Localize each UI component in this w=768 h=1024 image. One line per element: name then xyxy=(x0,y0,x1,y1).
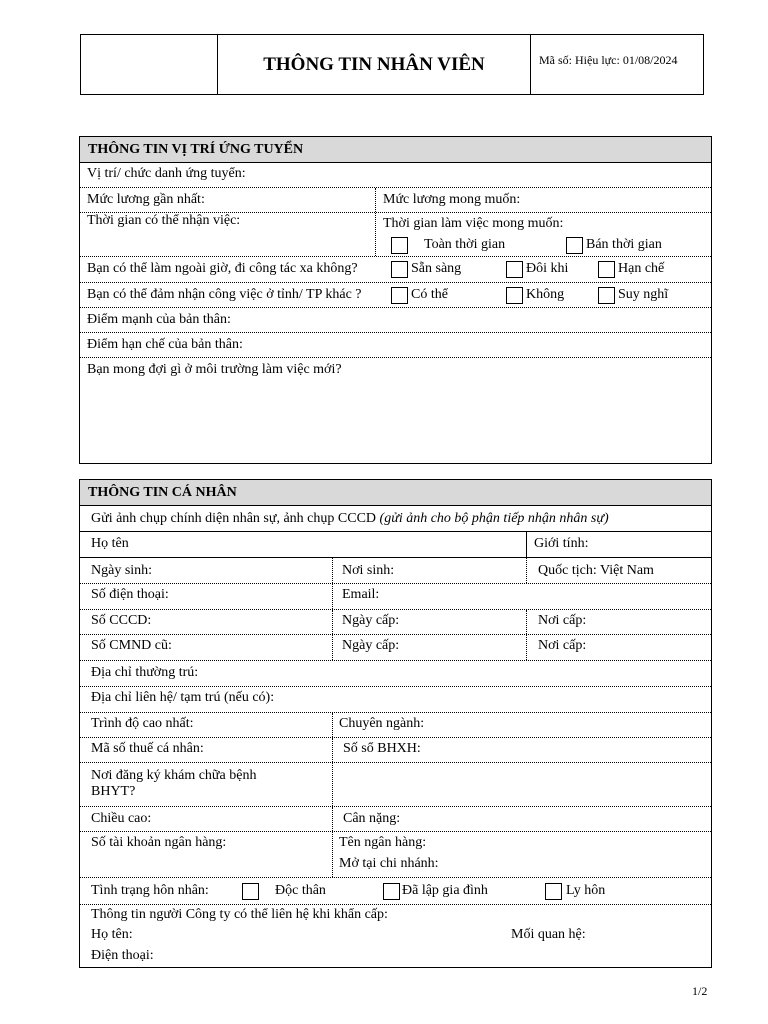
email-cell[interactable] xyxy=(332,584,711,609)
expected-salary-label: Mức lương mong muốn: xyxy=(383,192,521,207)
dob-label: Ngày sinh: xyxy=(91,563,153,578)
relocate-no-label: Không xyxy=(526,287,565,302)
expected-salary-cell[interactable] xyxy=(375,188,711,212)
gender-label: Giới tính: xyxy=(534,536,589,551)
marital-row xyxy=(80,878,711,905)
old-id-row xyxy=(80,635,711,661)
major-cell[interactable] xyxy=(332,713,711,737)
height-label: Chiều cao: xyxy=(91,811,152,826)
overtime-sometimes-label: Đôi khi xyxy=(526,261,569,276)
emergency-name-label[interactable]: Họ tên: xyxy=(91,927,133,942)
full-time-checkbox[interactable] xyxy=(391,237,408,254)
work-time-row xyxy=(80,213,711,257)
logo-cell xyxy=(81,35,218,95)
part-time-checkbox[interactable] xyxy=(566,237,583,254)
bank-name-label: Tên ngân hàng: xyxy=(339,835,427,850)
strengths-row[interactable] xyxy=(80,308,711,333)
emergency-title: Thông tin người Công ty có thể liên hệ khi khẩn cấp: xyxy=(91,907,388,922)
photo-note-row xyxy=(80,506,711,532)
birth-row xyxy=(80,558,711,584)
salary-row xyxy=(80,188,711,213)
overtime-row xyxy=(80,257,711,283)
personal-section xyxy=(79,479,712,968)
position-label: Vị trí/ chức danh ứng tuyển: xyxy=(87,166,246,181)
social-insurance-cell[interactable] xyxy=(332,738,711,762)
document-code-effective: Mã số: Hiệu lực: 01/08/2024 xyxy=(531,35,704,95)
overtime-sometimes-checkbox[interactable] xyxy=(506,261,523,278)
personal-section-title: THÔNG TIN CÁ NHÂN xyxy=(80,480,711,506)
cccd-issue-place-cell[interactable] xyxy=(526,610,711,634)
contact-row xyxy=(80,584,711,610)
married-checkbox[interactable] xyxy=(383,883,400,900)
old-id-issue-place-cell[interactable] xyxy=(526,635,711,660)
position-section xyxy=(79,136,712,464)
education-label: Trình độ cao nhất: xyxy=(91,716,194,731)
health-insurance-label-line1: Nơi đăng ký khám chữa bệnh xyxy=(91,768,257,783)
relocate-question: Bạn có thể đảm nhận công việc ở tỉnh/ TP khác ? xyxy=(87,287,362,302)
overtime-ready-label: Sẵn sàng xyxy=(411,261,462,276)
tax-row xyxy=(80,738,711,763)
relocate-row xyxy=(80,283,711,308)
relocate-think-checkbox[interactable] xyxy=(598,287,615,304)
full-name-row xyxy=(80,532,711,558)
tax-code-label: Mã số thuế cá nhân: xyxy=(91,741,204,756)
single-label: Độc thân xyxy=(275,883,326,898)
health-insurance-row xyxy=(80,763,711,807)
work-time-label: Thời gian làm việc mong muốn: xyxy=(383,216,564,231)
weaknesses-row[interactable] xyxy=(80,333,711,358)
emergency-row xyxy=(80,905,711,967)
page-number: 1/2 xyxy=(692,984,708,998)
bank-info-cell[interactable] xyxy=(332,832,711,877)
married-label: Đã lập gia đình xyxy=(402,883,488,898)
major-label: Chuyên ngành: xyxy=(339,716,425,731)
overtime-limited-checkbox[interactable] xyxy=(598,261,615,278)
weight-cell[interactable] xyxy=(332,807,711,831)
emergency-phone-label[interactable]: Điện thoại: xyxy=(91,948,154,963)
photo-note: Gửi ảnh chụp chính diện nhân sự, ảnh chụp CCCD (gửi ảnh cho bộ phận tiếp nhận nhân sự) xyxy=(91,511,609,526)
document-header xyxy=(80,34,704,95)
health-insurance-label-line2: BHYT? xyxy=(91,784,136,799)
position-section-title: THÔNG TIN VỊ TRÍ ỨNG TUYỂN xyxy=(80,137,711,163)
divorced-checkbox[interactable] xyxy=(545,883,562,900)
cccd-issue-date-label: Ngày cấp: xyxy=(342,613,400,628)
overtime-ready-checkbox[interactable] xyxy=(391,261,408,278)
nationality-label: Quốc tịch: Việt Nam xyxy=(538,563,654,578)
social-insurance-label: Số sổ BHXH: xyxy=(343,741,421,756)
relocate-no-checkbox[interactable] xyxy=(506,287,523,304)
weaknesses-label: Điểm hạn chế của bản thân: xyxy=(87,337,243,352)
contact-address-label: Địa chỉ liên hệ/ tạm trú (nếu có): xyxy=(91,690,275,705)
permanent-address-row[interactable] xyxy=(80,661,711,687)
emergency-relation-label[interactable]: Mối quan hệ: xyxy=(511,927,586,942)
marital-label: Tình trạng hôn nhân: xyxy=(91,883,209,898)
relocate-yes-label: Có thể xyxy=(411,287,448,302)
bank-branch-label: Mở tại chi nhánh: xyxy=(339,856,439,871)
full-time-label: Toàn thời gian xyxy=(424,237,506,252)
old-id-issue-place-label: Nơi cấp: xyxy=(538,638,587,653)
document-title: THÔNG TIN NHÂN VIÊN xyxy=(218,35,531,95)
gender-cell[interactable] xyxy=(526,532,711,557)
old-id-issue-date-label: Ngày cấp: xyxy=(342,638,400,653)
phone-label: Số điện thoại: xyxy=(91,587,169,602)
cccd-issue-place-label: Nơi cấp: xyxy=(538,613,587,628)
overtime-limited-label: Hạn chế xyxy=(618,261,665,276)
cccd-row xyxy=(80,610,711,635)
full-name-label: Họ tên xyxy=(91,536,129,551)
weight-label: Cân nặng: xyxy=(343,811,401,826)
overtime-question: Bạn có thể làm ngoài giờ, đi công tác xa không? xyxy=(87,261,358,276)
email-label: Email: xyxy=(342,587,380,602)
last-salary-label: Mức lương gần nhất: xyxy=(87,192,205,207)
strengths-label: Điểm mạnh của bản thân: xyxy=(87,312,231,327)
nationality-cell[interactable] xyxy=(526,558,711,583)
permanent-address-label: Địa chỉ thường trú: xyxy=(91,665,199,680)
divorced-label: Ly hôn xyxy=(566,883,606,898)
single-checkbox[interactable] xyxy=(242,883,259,900)
old-id-label: Số CMND cũ: xyxy=(91,638,172,653)
part-time-label: Bán thời gian xyxy=(586,237,662,252)
health-insurance-value-cell[interactable] xyxy=(332,763,711,806)
body-row xyxy=(80,807,711,832)
bank-row xyxy=(80,832,711,878)
work-time-cell xyxy=(375,213,711,256)
cccd-label: Số CCCD: xyxy=(91,613,152,628)
relocate-yes-checkbox[interactable] xyxy=(391,287,408,304)
contact-address-row[interactable] xyxy=(80,687,711,713)
education-row xyxy=(80,713,711,738)
position-row xyxy=(80,163,711,188)
expectation-label: Bạn mong đợi gì ở môi trường làm việc mới? xyxy=(87,362,342,377)
start-time-label: Thời gian có thể nhận việc: xyxy=(87,213,241,228)
expectation-row[interactable] xyxy=(80,358,711,463)
birthplace-label: Nơi sinh: xyxy=(342,563,395,578)
relocate-think-label: Suy nghĩ xyxy=(618,287,669,302)
bank-account-label: Số tài khoản ngân hàng: xyxy=(91,835,227,850)
